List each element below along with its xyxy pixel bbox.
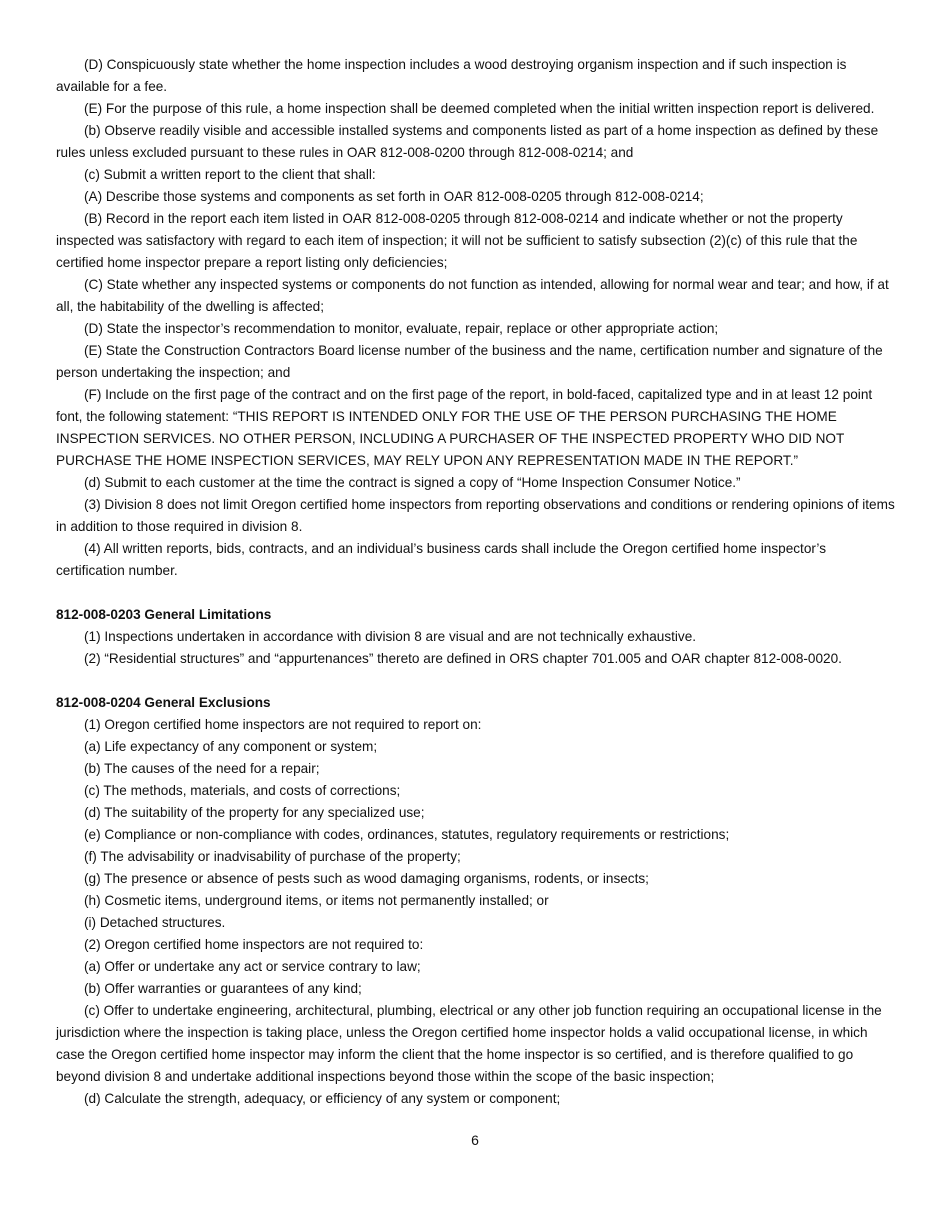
paragraph: (c) Submit a written report to the client that shall: — [84, 167, 376, 182]
list-item: (b) The causes of the need for a repair; — [84, 761, 320, 776]
list-item: (a) Life expectancy of any component or system; — [84, 739, 378, 754]
paragraph: (A) Describe those systems and components as set forth in OAR 812-008-0205 through 812-008-0214; — [84, 189, 704, 204]
paragraph: (E) For the purpose of this rule, a home inspection shall be deemed completed when the initial written inspection report is delivered. — [84, 101, 875, 116]
list-item: (c) Offer to undertake engineering, architectural, plumbing, electrical or any other job function requiring an occupational license in the jurisdiction where the inspection is taking place, unless the Oregon certified home inspector holds a valid occupational license, in which case the Oregon certified home inspector may inform the client that the home inspector is so certified, and is therefore qualified to go beyond division 8 and undertake additional inspections beyond those within the scope of the basic inspection; — [56, 1003, 882, 1084]
list-item: (e) Compliance or non-compliance with codes, ordinances, statutes, regulatory requirements or restrictions; — [84, 827, 730, 842]
list-item: (h) Cosmetic items, underground items, or items not permanently installed; or — [84, 893, 549, 908]
list-item: (c) The methods, materials, and costs of corrections; — [84, 783, 401, 798]
paragraph: (D) Conspicuously state whether the home inspection includes a wood destroying organism inspection and if such inspection is available for a fee. — [56, 57, 847, 94]
list-item: (d) Calculate the strength, adequacy, or efficiency of any system or component; — [84, 1091, 561, 1106]
paragraph: (2) “Residential structures” and “appurtenances” thereto are defined in ORS chapter 701.005 and OAR chapter 812-008-0020. — [84, 651, 842, 666]
paragraph: (b) Observe readily visible and accessible installed systems and components listed as part of a home inspection as defined by these rules unless excluded pursuant to these rules in OAR 812-008-0200 through 812-008-0214; and — [56, 123, 879, 160]
paragraph: (F) Include on the first page of the contract and on the first page of the report, in bold-faced, capitalized type and in at least 12 point font, the following statement: “THIS REPORT IS INTENDED ONLY FOR THE USE OF THE PERSON PURCHASING THE HOME INSPECTION SERVICES. NO OTHER PERSON, INCLUDING A PURCHASER OF THE INSPECTED PROPERTY WHO DID NOT PURCHASE THE HOME INSPECTION SERVICES, MAY RELY UPON ANY REPRESENTATION MADE IN THE REPORT.” — [56, 387, 873, 468]
paragraph: (1) Oregon certified home inspectors are not required to report on: — [84, 717, 482, 732]
paragraph: (2) Oregon certified home inspectors are not required to: — [84, 937, 424, 952]
section-heading-general-exclusions: 812-008-0204 General Exclusions — [56, 695, 271, 710]
paragraph: (3) Division 8 does not limit Oregon certified home inspectors from reporting observations and conditions or rendering opinions of items in addition to those required in division 8. — [56, 497, 895, 534]
paragraph: (1) Inspections undertaken in accordance with division 8 are visual and are not technically exhaustive. — [84, 629, 697, 644]
paragraph: (D) State the inspector’s recommendation to monitor, evaluate, repair, replace or other appropriate action; — [84, 321, 719, 336]
list-item: (f) The advisability or inadvisability of purchase of the property; — [84, 849, 461, 864]
list-item: (b) Offer warranties or guarantees of any kind; — [84, 981, 362, 996]
list-item: (d) The suitability of the property for any specialized use; — [84, 805, 425, 820]
section-heading-general-limitations: 812-008-0203 General Limitations — [56, 607, 272, 622]
page-number: 6 — [471, 1132, 479, 1148]
list-item: (i) Detached structures. — [84, 915, 226, 930]
paragraph: (B) Record in the report each item listed in OAR 812-008-0205 through 812-008-0214 and indicate whether or not the property inspected was satisfactory with regard to each item of inspection; it will not be sufficient to satisfy subsection (2)(c) of this rule that the certified home inspector prepare a report listing only deficiencies; — [56, 211, 858, 270]
paragraph: (4) All written reports, bids, contracts, and an individual’s business cards shall include the Oregon certified home inspector’s certification number. — [56, 541, 826, 578]
document-page — [56, 54, 896, 1110]
paragraph: (E) State the Construction Contractors Board license number of the business and the name, certification number and signature of the person undertaking the inspection; and — [56, 343, 883, 380]
paragraph: (d) Submit to each customer at the time the contract is signed a copy of “Home Inspection Consumer Notice.” — [84, 475, 741, 490]
list-item: (g) The presence or absence of pests such as wood damaging organisms, rodents, or insects; — [84, 871, 649, 886]
list-item: (a) Offer or undertake any act or service contrary to law; — [84, 959, 421, 974]
paragraph: (C) State whether any inspected systems or components do not function as intended, allowing for normal wear and tear; and how, if at all, the habitability of the dwelling is affected; — [56, 277, 889, 314]
